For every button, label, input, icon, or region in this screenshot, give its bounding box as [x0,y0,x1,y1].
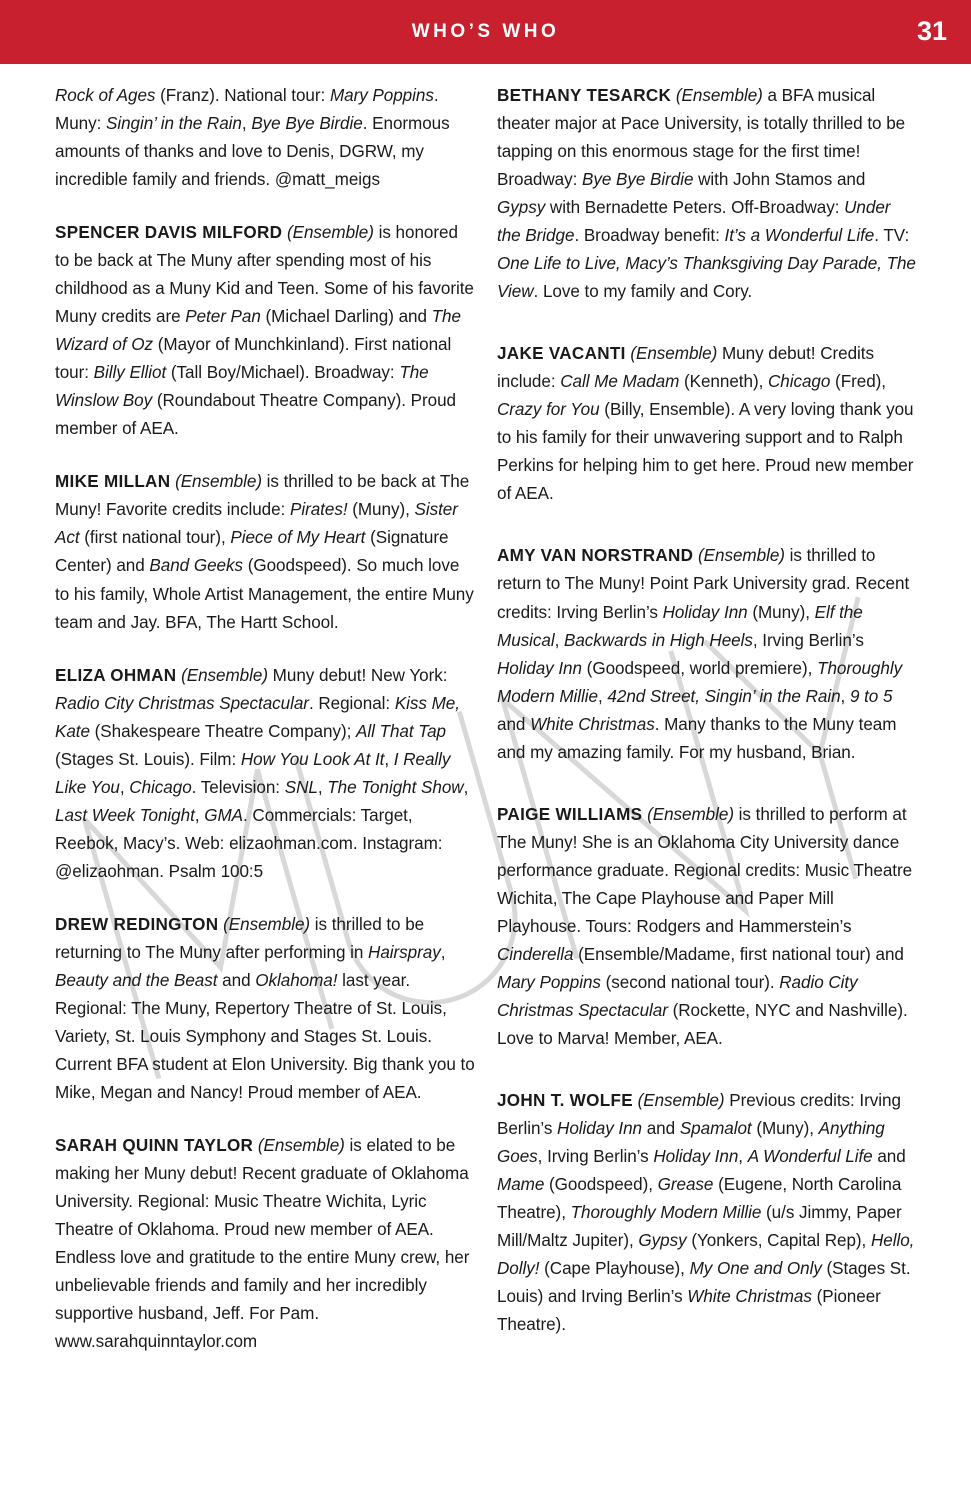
page-number: 31 [916,16,947,46]
page-title: WHO’S WHO [411,21,560,42]
column-right [497,82,917,1339]
bio-mike-millan: MIKE MILLAN (Ensemble) is thrilled to be back at The Muny! Favorite credits include: Pirates! (Muny), Sister Act (first national tour), Piece of My Heart (Signature Center) and Band Geeks (Goodspeed). So much love to his family, Whole Artist Management, the entire Muny team and Jay. BFA, The Hartt School. [55,472,474,632]
bio-paige-williams: PAIGE WILLIAMS (Ensemble) is thrilled to perform at The Muny! She is an Oklahoma City University dance performance graduate. Regional credits: Music Theatre Wichita, The Cape Playhouse and Paper Mill Playhouse. Tours: Rodgers and Hammerstein’s Cinderella (Ensemble/Madame, first national tour) and Mary Poppins (second national tour). Radio City Christmas Spectacular (Rockette, NYC and Nashville). Love to Marva! Member, AEA. [497,804,913,1048]
bio-bethany-tesarck: BETHANY TESARCK (Ensemble) a BFA musical theater major at Pace University, is totally thrilled to be tapping on this enormous stage for the first time! Broadway: Bye Bye Birdie with John Stamos and Gypsy with Bernadette Peters. Off-Broadway: Under the Bridge. Broadway benefit: It’s a Wonderful Life. TV: One Life to Live, Macy’s Thanksgiving Day Parade, The View. Love to my family and Cory. [497,86,916,302]
bio-john-t-wolfe: JOHN T. WOLFE (Ensemble) Previous credits: Irving Berlin’s Holiday Inn and Spamalot (Muny), Anything Goes, Irving Berlin’s Holiday Inn, A Wonderful Life and Mame (Goodspeed), Grease (Eugene, North Carolina Theatre), Thoroughly Modern Millie (u/s Jimmy, Paper Mill/Maltz Jupiter), Gypsy (Yonkers, Capital Rep), Hello, Dolly! (Cape Playhouse), My One and Only (Stages St. Louis) and Irving Berlin’s White Christmas (Pioneer Theatre). [497,1090,915,1335]
bio-spencer-davis-milford: SPENCER DAVIS MILFORD (Ensemble) is honored to be back at The Muny after spending most of his childhood as a Muny Kid and Teen. Some of his favorite Muny credits are Peter Pan (Michael Darling) and The Wizard of Oz (Mayor of Munchkinland). First national tour: Billy Elliot (Tall Boy/Michael). Broadway: The Winslow Boy (Roundabout Theatre Company). Proud member of AEA. [55,223,474,439]
bio-sarah-quinn-taylor: SARAH QUINN TAYLOR (Ensemble) is elated to be making her Muny debut! Recent graduate of Oklahoma University. Regional: Music Theatre Wichita, Lyric Theatre of Oklahoma. Proud new member of AEA. Endless love and gratitude to the entire Muny crew, her unbelievable friends and family and her incredibly supportive husband, Jeff. For Pam. www.sarahquinntaylor.com [55,1136,470,1352]
bio-matt-meigs-continued: Rock of Ages (Franz). National tour: Mary Poppins. Muny: Singin’ in the Rain, Bye Bye Birdie. Enormous amounts of thanks and love to Denis, DGRW, my incredible family and friends. @matt_meigs [55,86,450,190]
bio-drew-redington: DREW REDINGTON (Ensemble) is thrilled to be returning to The Muny after performing in Hairspray, Beauty and the Beast and Oklahoma! last year. Regional: The Muny, Repertory Theatre of St. Louis, Variety, St. Louis Symphony and Stages St. Louis. Current BFA student at Elon University. Big thank you to Mike, Megan and Nancy! Proud member of AEA. [55,914,475,1102]
column-left [55,82,475,1356]
bio-jake-vacanti: JAKE VACANTI (Ensemble) Muny debut! Credits include: Call Me Madam (Kenneth), Chicago (Fred), Crazy for You (Billy, Ensemble). A very loving thank you to his family for their unwavering support and to Ralph Perkins for helping him to get here. Proud new member of AEA. [497,344,914,504]
page-content [0,64,971,1500]
bio-eliza-ohman: ELIZA OHMAN (Ensemble) Muny debut! New York: Radio City Christmas Spectacular. Regional: Kiss Me, Kate (Shakespeare Theatre Company); All That Tap (Stages St. Louis). Film: How You Look At It, I Really Like You, Chicago. Television: SNL, The Tonight Show, Last Week Tonight, GMA. Commercials: Target, Reebok, Macy’s. Web: elizaohman.com. Instagram: @elizaohman. Psalm 100:5 [55,665,469,881]
bio-amy-van-norstrand: AMY VAN NORSTRAND (Ensemble) is thrilled to return to The Muny! Point Park University grad. Recent credits: Irving Berlin’s Holiday Inn (Muny), Elf the Musical, Backwards in High Heels, Irving Berlin’s Holiday Inn (Goodspeed, world premiere), Thoroughly Modern Millie, 42nd Street, Singin’ in the Rain, 9 to 5 and White Christmas. Many thanks to the Muny team and my amazing family. For my husband, Brian. [497,546,910,762]
